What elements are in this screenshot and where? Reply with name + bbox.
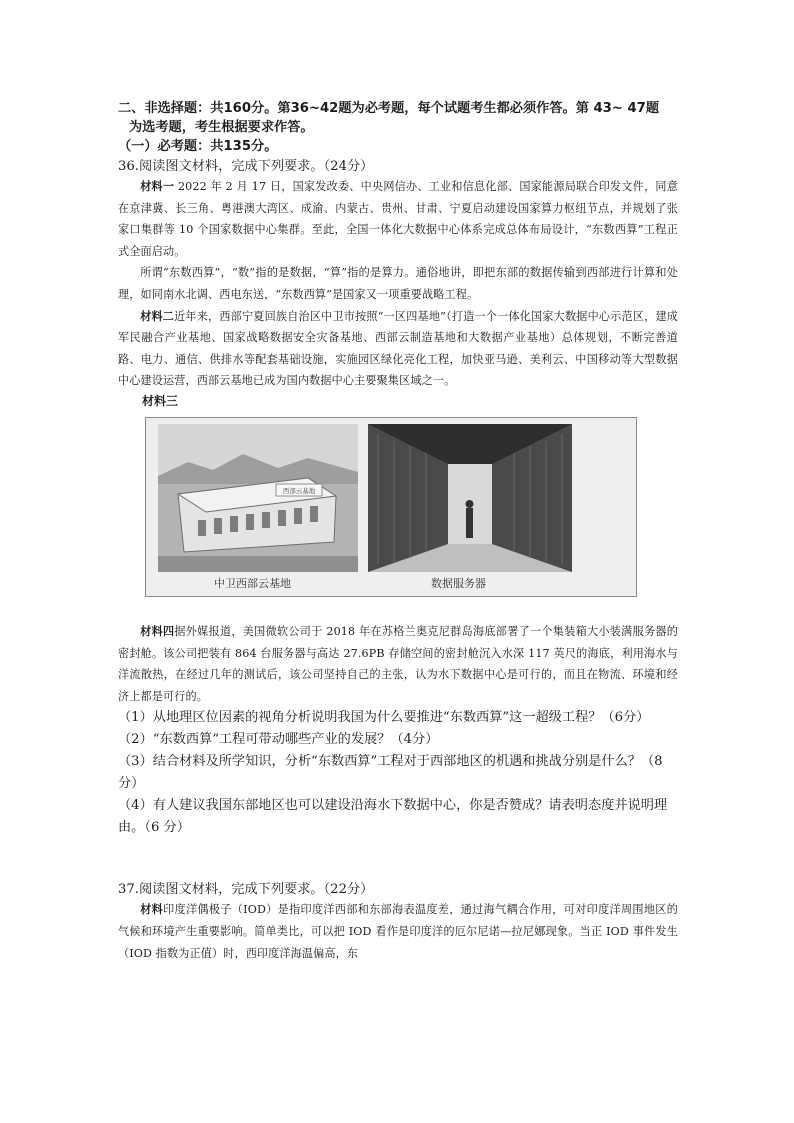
q36-material1 (118, 176, 678, 262)
material1-text: 2022 年 2 月 17 日，国家发改委、中央网信办、工业和信息化部、国家能源局联合印发文件，同意在京津冀、长三角、粤港澳大湾区、成渝、内蒙古、贵州、甘肃、宁夏启动建设国家算力枢纽节点，并规划了张家口集群等 10 个国家数据中心集群。至此，全国一体化大数据中心体系完成总体布局设计，“东数西算”工程正式全面启动。 (118, 180, 678, 258)
required-heading: （一）必考题：共135分。 (118, 139, 278, 154)
figure-caption-left: 中卫西部云基地 (214, 576, 291, 590)
material3-figure (145, 417, 637, 597)
material1-label: 材料一 (140, 180, 175, 193)
cloud-base-illustration (158, 424, 358, 572)
cloud-base-sign: 西部云基地 (282, 486, 316, 495)
section-heading (118, 99, 678, 137)
page-content (118, 92, 678, 964)
material4-text: 据外媒报道，美国微软公司于 2018 年在苏格兰奥克尼群岛海底部署了一个集装箱大小装满服务器的密封舱。该公司把装有 864 台服务器与高达 27.6PB 存储空间的密封舱沉入水深 117 英尺的海底，利用海水与洋流散热，在经过几年的测试后，该公司坚持自己的主张，认为水下数据中心是可行的，而且在物流、环境和经济上都是可行的。 (118, 624, 679, 703)
q36-material4 (118, 621, 678, 707)
material2-text: 近年来，西部宁夏回族自治区中卫市按照“一区四基地”（打造一个一体化国家大数据中心示范区，建成军民融合产业基地、国家战略数据安全灾备基地、西部云制造基地和大数据产业基地）总体规划，不断完善道路、电力、通信、供排水等配套基础设施，实施园区绿化亮化工程，加快亚马逊、美利云、中国移动等大型数据中心建设运营，西部云基地已成为国内数据中心主要聚集区域之一。 (118, 309, 678, 388)
section-heading-line2: 为选考题，考生根据要求作答。 (129, 120, 314, 135)
material2-label: 材料二 (140, 309, 175, 323)
section-heading-line1: 二、非选择题：共160分。第36~42题为必考题，每个试题考生都必须作答。第 43~ 47题 (118, 101, 660, 116)
server-room-illustration (368, 424, 572, 572)
server-room-photo (368, 424, 572, 572)
q36-material1-text2: 所谓“东数西算”，“数”指的是数据，“算”指的是算力。通俗地讲，即把东部的数据传输到西部进行计算和处理，如同南水北调、西电东送，“东数西算”是国家又一项重要战略工程。 (118, 266, 678, 301)
q36-material2 (118, 306, 678, 392)
q36-title: 36.阅读图文材料，完成下列要求。（24分） (118, 159, 374, 174)
figure-caption-right: 数据服务器 (431, 576, 486, 590)
q36-question-2: （2）“东数西算”工程可带动哪些产业的发展？（4分） (118, 732, 439, 748)
q37-material-label: 材料 (140, 903, 164, 917)
cloud-base-photo (158, 424, 358, 572)
q36-question-list (118, 707, 678, 839)
q36-question-4: （4）有人建议我国东部地区也可以建设沿海水下数据中心，你是否赞成？请表明态度并说明理由。（6 分） (118, 798, 668, 836)
q37-material-text: 印度洋偶极子（IOD）是指印度洋西部和东部海表温度差，通过海气耦合作用，可对印度洋周围地区的气候和环境产生重要影响。简单类比，可以把 IOD 看作是印度洋的厄尔尼诺—拉尼娜现象。当正 IOD 事件发生（IOD 指数为正值）时，西印度洋海温偏高，东 (118, 903, 678, 960)
q36-material4-block (118, 621, 678, 707)
question-gap (118, 839, 678, 879)
material4-label: 材料四 (140, 624, 175, 638)
q36-question-3: （3）结合材料及所学知识，分析“东数西算”工程对于西部地区的机遇和挑战分别是什么？（8分） (118, 754, 663, 792)
q37-material (118, 899, 678, 964)
q37-title: 37.阅读图文材料，完成下列要求。（22分） (118, 882, 374, 898)
q36-question-1: （1）从地理区位因素的视角分析说明我国为什么要推进“东数西算”这一超级工程？（6分） (118, 710, 650, 726)
material3-label: 材料三 (142, 393, 179, 408)
